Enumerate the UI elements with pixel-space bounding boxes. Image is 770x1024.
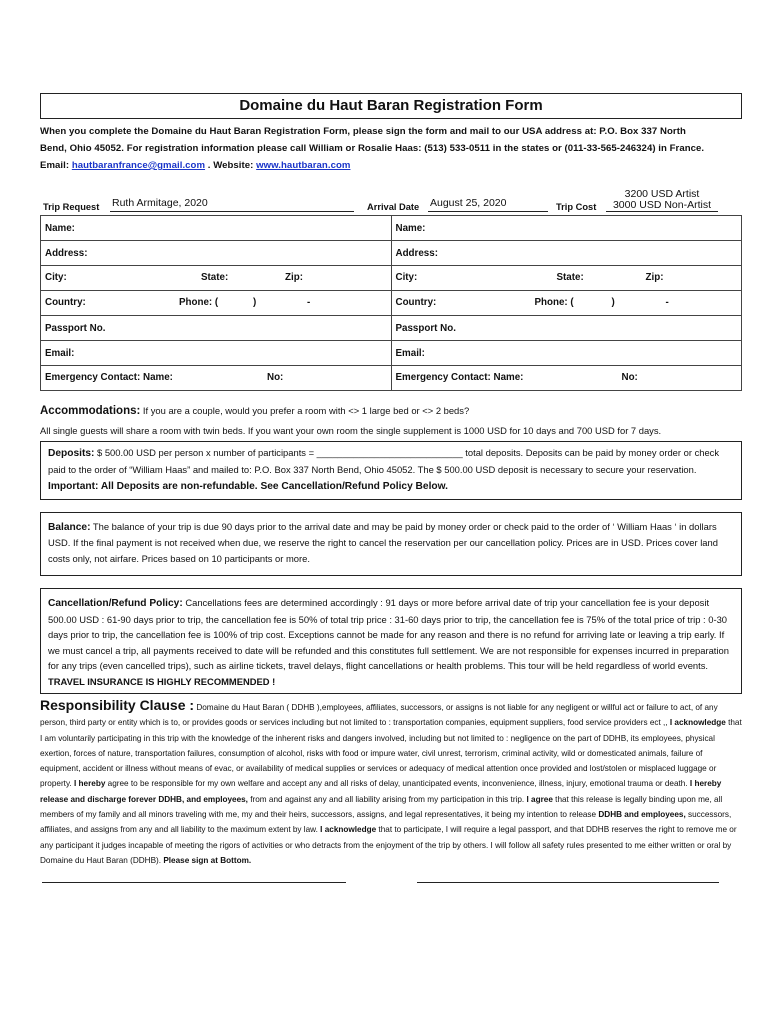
single-supplement-line: All single guests will share a room with twin beds. If you want your own room the single supplement is 1000 USD for 10 days and 700 USD for 7 days. — [40, 425, 662, 436]
p1-country-label: Country: — [45, 297, 86, 308]
p1-emergency-label: Emergency Contact: Name: — [45, 372, 173, 383]
p1-state-label: State: — [201, 272, 229, 283]
p2-city-label: City: — [395, 272, 418, 283]
p2-city-cell[interactable] — [391, 266, 742, 291]
p2-email-cell[interactable] — [391, 341, 742, 366]
p1-passport-cell[interactable] — [41, 316, 392, 341]
email-link[interactable]: hautbaranfrance@gmail.com — [71, 160, 206, 171]
resp-p5: that this release is legally binding upon me, all members of my family and all minors traveling with me, my and their heirs, successors, assigns, and legal representatives, it being my intention to release — [40, 794, 723, 820]
p1-city-cell[interactable] — [41, 266, 392, 291]
p1-phone-dash: - — [307, 297, 311, 308]
trip-cost-field[interactable] — [606, 189, 718, 212]
deposits-box — [40, 441, 742, 500]
p1-zip-label: Zip: — [285, 272, 303, 283]
p2-passport-label: Passport No. — [395, 322, 456, 334]
website-label: . Website: — [207, 160, 254, 171]
p1-city-label: City: — [45, 272, 67, 283]
contact-line — [40, 157, 742, 174]
intro-text — [40, 123, 742, 174]
p1-emergency-cell[interactable] — [41, 366, 392, 391]
trip-cost-non-artist: 3000 USD Non-Artist — [612, 199, 712, 211]
p2-phone-label: Phone: ( — [534, 297, 574, 308]
p2-passport-cell[interactable] — [391, 316, 742, 341]
p2-phone-dash: - — [665, 297, 669, 308]
cancellation-text: Cancellations fees are determined accordingly : 91 days or more before arrival date of trip your cancellation fee is your deposit 500.00 USD : 61-90 days prior to trip, the cancellation fee is 50% of total trip price : 31-60 days prior to trip, the cancellation fee is 75% of the total price of trip : 0-30 days prior to trip, the cancellation fee is 100% of trip cost. Exceptions cannot be made for any reason and there is no refund for arriving late or leaving a trip early. If we must cancel a trip, all payments received to date will be refunded and this constitutes full settlement. We are not responsible for expenses incurred in preparation for any trips (even cancelled trips), such as airline tickets, travel delays, flight cancellations or health problems. This tour will be held regardless of world events. — [48, 597, 729, 671]
p1-address-label: Address: — [45, 247, 88, 259]
signature-line-2[interactable] — [417, 882, 719, 883]
p2-email-label: Email: — [395, 347, 425, 359]
p2-address-label: Address: — [395, 247, 438, 259]
p2-name-label: Name: — [395, 222, 426, 234]
p1-phone-close: ) — [253, 297, 257, 308]
deposits-important: Important: All Deposits are non-refundable. See Cancellation/Refund Policy Below. — [48, 481, 449, 492]
accommodations-line — [40, 405, 742, 417]
accommodations-text: If you are a couple, would you prefer a room with <> 1 large bed or <> 2 beds? — [140, 405, 470, 416]
balance-text: The balance of your trip is due 90 days prior to the arrival date and may be paid by money order or check paid to the order of ‘ William Haas ‘ in dollars USD. If the final payment is not received when due, we reserve the right to cancel the reservation per our cancellation policy. Prices are in USD. Prices cover land costs only, not airfare. Prices based on 10 participants or more. — [48, 520, 718, 564]
resp-p2: that I am voluntarily participating in this trip with the knowledge of the inherent risks and dangers involved, including but not limited to : negligence on the part of DDHB, its employees, physical exertion, forces of nature, transportation failures, consumption of alcohol, risks with food or impure water, civil unrest, terrorism, criminal activity, wild or domesticated animals, failure of equipment, accident or illness without means of evac, or availability of medical supplies or services or adequacy of medical attention once provided and lost/stolen or misplaced luggage or property. — [40, 718, 742, 789]
trip-cost-label: Trip Cost — [556, 202, 597, 212]
form-title: Domaine du Haut Baran Registration Form — [40, 93, 742, 119]
insurance-recommendation: TRAVEL INSURANCE IS HIGHLY RECOMMENDED ! — [48, 675, 276, 687]
trip-cost-artist: 3200 USD Artist — [624, 188, 700, 200]
trip-request-field[interactable]: Ruth Armitage, 2020 — [110, 197, 354, 212]
balance-label: Balance: — [48, 521, 91, 533]
p2-zip-label: Zip: — [645, 272, 664, 283]
p2-emergency-label: Emergency Contact: Name: — [395, 372, 524, 383]
p1-name-label: Name: — [45, 222, 75, 234]
p2-country-label: Country: — [395, 297, 437, 308]
p2-country-cell[interactable] — [391, 291, 742, 316]
resp-release: I hereby release and discharge forever DDHB, and employees, — [40, 779, 722, 804]
website-link[interactable]: www.hautbaran.com — [256, 160, 351, 171]
intro-line-1: When you complete the Domaine du Haut Baran Registration Form, please sign the form and mail to our USA address at: P.O. Box 337 North — [40, 126, 686, 137]
resp-ddhb: DDHB and employees, — [596, 810, 686, 820]
responsibility-label: Responsibility Clause : — [40, 697, 195, 713]
trip-info-row — [40, 184, 742, 214]
signature-line-1[interactable] — [42, 882, 346, 883]
balance-box — [40, 512, 742, 577]
resp-agree-1: I hereby — [71, 779, 106, 789]
resp-p1: Domaine du Haut Baran ( DDHB ),employees, affiliates, successors, or assigns is not liable for any negligent or willful act or failure to act, of any person, third party or entity which is to, or provides goods or services including but not limited to : transportation companies, equipment suppliers, food service providers ect ,, — [40, 703, 718, 728]
resp-p3: agree to be responsible for my own welfare and accept any and all risks of delay, unanticipated events, inconvenience, illness, injury, emotional trauma or death. — [105, 779, 688, 789]
resp-p7: that to participate, I will require a legal passport, and that DDHB reserves the right to remove me or any participant it judges incapable of meeting the rigors of activities or who detracts from the enjoyment of the trip by others. I will follow all safety rules presented to me either written or oral by Domaine du Haut Baran (DDHB). — [40, 825, 737, 865]
deposits-text: $ 500.00 USD per person x number of participants = ____________________________ total deposits. Deposits can be paid by money order or check paid to the order of “William Haas” and mailed to: P.O. Box 337 North Bend, Ohio 45052. The $ 500.00 USD deposit is necessary to secure your reservation. — [48, 447, 720, 475]
p1-address-cell[interactable] — [41, 241, 392, 266]
p2-address-cell[interactable] — [391, 241, 742, 266]
resp-sign-note: Please sign at Bottom. — [161, 855, 252, 865]
resp-ack-2: I acknowledge — [317, 825, 377, 835]
resp-p6: successors, affiliates, and assigns from any and all liability to the maximum extent by law. — [40, 810, 732, 835]
intro-line-2: Bend, Ohio 45052. For registration information please call William or Rosalie Haas: (513) 533-0511 in the states or (011-33-565-246324) in France. — [40, 143, 705, 154]
p2-phone-close: ) — [611, 297, 615, 308]
cancellation-label: Cancellation/Refund Policy: — [48, 598, 183, 609]
registration-form — [40, 93, 742, 904]
p1-name-cell[interactable] — [41, 216, 392, 241]
email-label: Email: — [40, 160, 70, 171]
signature-row — [40, 874, 742, 904]
p2-emergency-cell[interactable] — [391, 366, 742, 391]
p1-email-label: Email: — [45, 347, 75, 359]
arrival-date-label: Arrival Date — [367, 202, 420, 212]
p1-country-cell[interactable] — [41, 291, 392, 316]
p2-state-label: State: — [556, 272, 584, 283]
p1-passport-label: Passport No. — [45, 322, 106, 334]
responsibility-clause — [40, 698, 742, 868]
p1-phone-label: Phone: ( — [179, 297, 219, 308]
cancellation-box — [40, 588, 742, 694]
participants-table — [40, 215, 742, 391]
p2-name-cell[interactable] — [391, 216, 742, 241]
p1-emergency-no: No: — [267, 372, 284, 383]
p2-emergency-no: No: — [621, 372, 638, 383]
deposits-label: Deposits: — [48, 448, 95, 459]
accommodations-label: Accommodations: — [40, 405, 141, 417]
resp-p4: from and against any and all liability arising from my participation in this trip. — [247, 794, 525, 804]
resp-agree-2: I agree — [524, 794, 553, 804]
trip-request-label: Trip Request — [43, 202, 100, 212]
resp-ack-1: I acknowledge — [667, 718, 726, 728]
p1-email-cell[interactable] — [41, 341, 392, 366]
arrival-date-field[interactable]: August 25, 2020 — [428, 197, 548, 212]
